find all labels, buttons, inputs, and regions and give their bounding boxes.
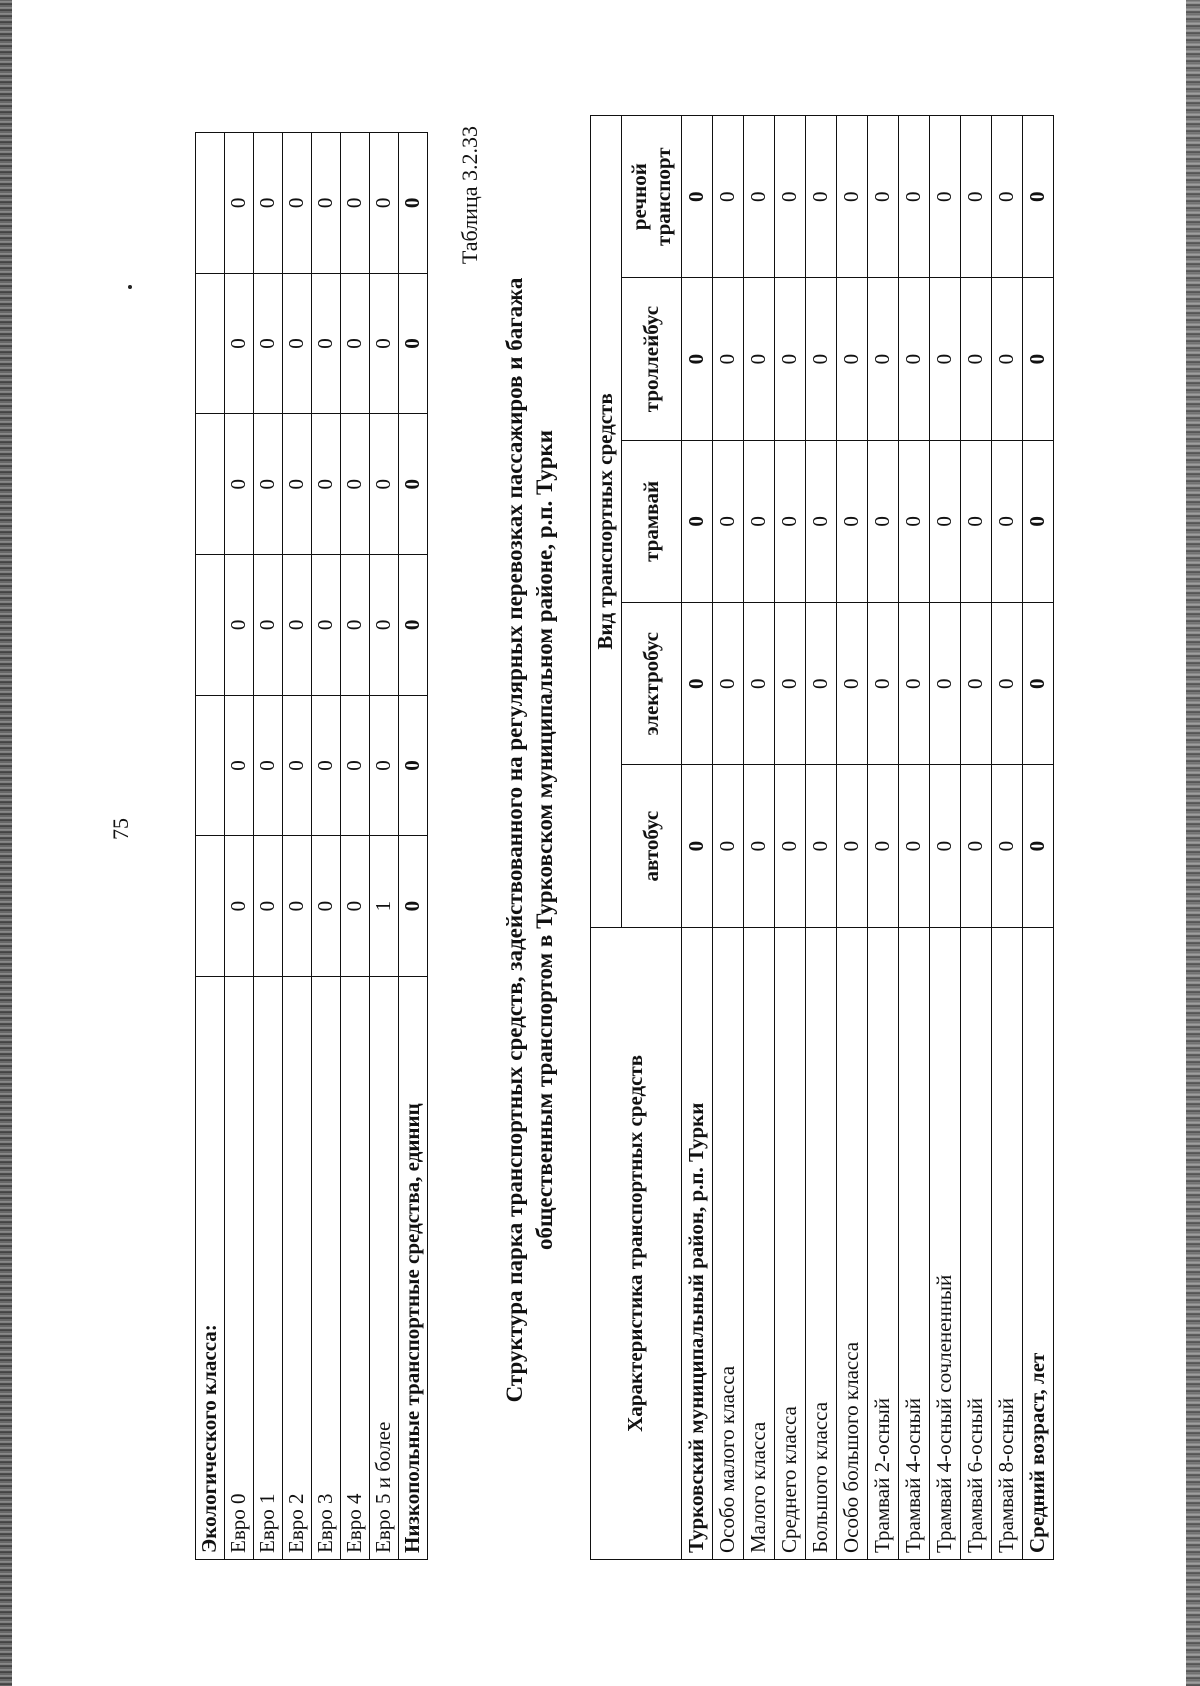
- header-vehicle-type: Вид транспортных средств: [591, 116, 622, 928]
- cell-value: 0: [961, 765, 992, 927]
- column-header: трамвай: [622, 440, 682, 602]
- cell-value: 0: [713, 765, 744, 927]
- cell-value: 0: [341, 695, 370, 836]
- table-row: [992, 116, 1023, 1560]
- cell-value: 0: [713, 116, 744, 278]
- table-row: [225, 133, 254, 1560]
- cell-value: 0: [868, 603, 899, 765]
- cell-value: 0: [225, 133, 254, 274]
- ink-dot: [128, 285, 132, 289]
- cell-value: 0: [283, 133, 312, 274]
- cell-value: 0: [1023, 278, 1054, 440]
- cell-value: 0: [283, 836, 312, 977]
- cell-value: 0: [312, 273, 341, 414]
- cell-value: 0: [930, 440, 961, 602]
- table-row: [312, 133, 341, 1560]
- table-row: [961, 116, 992, 1560]
- cell-value: 0: [806, 603, 837, 765]
- cell-value: 0: [744, 278, 775, 440]
- cell-value: 0: [930, 116, 961, 278]
- scan-edge-right: [1186, 0, 1200, 1686]
- cell-value: 0: [744, 765, 775, 927]
- cell-value: 0: [283, 414, 312, 555]
- cell-value: 0: [682, 440, 713, 602]
- row-label: Евро 0: [225, 977, 254, 1560]
- cell-value: [196, 133, 225, 274]
- emission-class-table: [195, 132, 428, 1560]
- cell-value: 0: [682, 603, 713, 765]
- cell-value: 0: [992, 440, 1023, 602]
- row-label: Евро 2: [283, 977, 312, 1560]
- row-label: Особо большого класса: [837, 927, 868, 1559]
- cell-value: 0: [370, 555, 399, 696]
- cell-value: 0: [868, 278, 899, 440]
- row-label: Большого класса: [806, 927, 837, 1559]
- cell-value: 0: [225, 273, 254, 414]
- cell-value: [196, 695, 225, 836]
- rotated-page-content: [195, 120, 1095, 1560]
- table-row: [806, 116, 837, 1560]
- cell-value: 0: [775, 278, 806, 440]
- cell-value: 0: [868, 765, 899, 927]
- table-row: [930, 116, 961, 1560]
- cell-value: 0: [868, 116, 899, 278]
- table-number: Таблица 3.2.33: [457, 126, 482, 265]
- row-label: Трамвай 4-осный: [899, 927, 930, 1559]
- table-row: [283, 133, 312, 1560]
- cell-value: 0: [899, 278, 930, 440]
- row-label: Евро 1: [254, 977, 283, 1560]
- cell-value: 0: [399, 695, 428, 836]
- header-characteristic: Характеристика транспортных средств: [591, 927, 682, 1559]
- cell-value: 0: [341, 273, 370, 414]
- row-label: Трамвай 8-осный: [992, 927, 1023, 1559]
- cell-value: 0: [341, 555, 370, 696]
- cell-value: 0: [899, 603, 930, 765]
- cell-value: 0: [370, 414, 399, 555]
- cell-value: 0: [254, 555, 283, 696]
- cell-value: 0: [254, 695, 283, 836]
- cell-value: 0: [341, 414, 370, 555]
- cell-value: 0: [312, 555, 341, 696]
- cell-value: 0: [399, 414, 428, 555]
- cell-value: 0: [682, 765, 713, 927]
- row-label: Малого класса: [744, 927, 775, 1559]
- row-label: Евро 3: [312, 977, 341, 1560]
- cell-value: [196, 414, 225, 555]
- cell-value: 0: [775, 116, 806, 278]
- cell-value: 0: [225, 555, 254, 696]
- cell-value: 0: [682, 116, 713, 278]
- cell-value: 0: [868, 440, 899, 602]
- cell-value: 1: [370, 836, 399, 977]
- table-row: [399, 133, 428, 1560]
- cell-value: 0: [682, 278, 713, 440]
- cell-value: 0: [806, 278, 837, 440]
- cell-value: 0: [713, 603, 744, 765]
- table-title-line-2: общественным транспортом в Турковском муниципальном районе, р.п. Турки: [531, 429, 557, 1251]
- table-row: [370, 133, 399, 1560]
- cell-value: [196, 273, 225, 414]
- row-label: Трамвай 2-осный: [868, 927, 899, 1559]
- cell-value: 0: [399, 836, 428, 977]
- cell-value: 0: [899, 440, 930, 602]
- cell-value: 0: [312, 414, 341, 555]
- cell-value: 0: [312, 133, 341, 274]
- cell-value: 0: [254, 273, 283, 414]
- cell-value: 0: [775, 440, 806, 602]
- cell-value: 0: [961, 440, 992, 602]
- cell-value: 0: [899, 116, 930, 278]
- cell-value: 0: [961, 278, 992, 440]
- table-title-line-1: Структура парка транспортных средств, задействованного на регулярных перевозках пассажиров и багажа: [502, 277, 527, 1403]
- cell-value: [196, 836, 225, 977]
- table-row: [341, 133, 370, 1560]
- cell-value: 0: [961, 603, 992, 765]
- fleet-structure-table-header: [591, 116, 682, 1560]
- cell-value: 0: [806, 440, 837, 602]
- cell-value: 0: [713, 278, 744, 440]
- table-row: [868, 116, 899, 1560]
- cell-value: 0: [341, 133, 370, 274]
- cell-value: 0: [370, 133, 399, 274]
- table-row: [682, 116, 713, 1560]
- table-row: [1023, 116, 1054, 1560]
- cell-value: 0: [283, 273, 312, 414]
- cell-value: 0: [254, 836, 283, 977]
- scan-edge-left: [0, 0, 12, 1686]
- table-row: [744, 116, 775, 1560]
- cell-value: 0: [930, 278, 961, 440]
- cell-value: 0: [1023, 765, 1054, 927]
- cell-value: 0: [399, 273, 428, 414]
- cell-value: 0: [312, 695, 341, 836]
- cell-value: 0: [1023, 116, 1054, 278]
- cell-value: 0: [399, 133, 428, 274]
- column-header: автобус: [622, 765, 682, 927]
- row-label: Средний возраст, лет: [1023, 927, 1054, 1559]
- table-row: [254, 133, 283, 1560]
- fleet-structure-table-body: [682, 116, 1054, 1560]
- cell-value: 0: [992, 116, 1023, 278]
- cell-value: 0: [806, 765, 837, 927]
- cell-value: 0: [225, 414, 254, 555]
- table-row: [196, 133, 225, 1560]
- fleet-structure-table: [590, 115, 1054, 1560]
- cell-value: 0: [254, 414, 283, 555]
- table-row: [713, 116, 744, 1560]
- table-title: [500, 120, 560, 1560]
- cell-value: 0: [837, 765, 868, 927]
- cell-value: 0: [961, 116, 992, 278]
- emission-class-table-body: [196, 133, 428, 1560]
- cell-value: 0: [930, 603, 961, 765]
- cell-value: [196, 555, 225, 696]
- column-header: электробус: [622, 603, 682, 765]
- row-label: Евро 5 и более: [370, 977, 399, 1560]
- page-number: 75: [108, 818, 133, 840]
- cell-value: 0: [837, 440, 868, 602]
- row-label: Низкопольные транспортные средства, единиц: [399, 977, 428, 1560]
- cell-value: 0: [370, 273, 399, 414]
- cell-value: 0: [899, 765, 930, 927]
- cell-value: 0: [930, 765, 961, 927]
- column-header: троллейбус: [622, 278, 682, 440]
- cell-value: 0: [992, 603, 1023, 765]
- cell-value: 0: [837, 116, 868, 278]
- cell-value: 0: [399, 555, 428, 696]
- cell-value: 0: [837, 603, 868, 765]
- row-label: Особо малого класса: [713, 927, 744, 1559]
- table-row: [775, 116, 806, 1560]
- cell-value: 0: [283, 555, 312, 696]
- cell-value: 0: [744, 116, 775, 278]
- cell-value: 0: [370, 695, 399, 836]
- cell-value: 0: [806, 116, 837, 278]
- cell-value: 0: [1023, 603, 1054, 765]
- cell-value: 0: [312, 836, 341, 977]
- cell-value: 0: [744, 603, 775, 765]
- cell-value: 0: [341, 836, 370, 977]
- row-label: Евро 4: [341, 977, 370, 1560]
- cell-value: 0: [775, 603, 806, 765]
- cell-value: 0: [225, 695, 254, 836]
- cell-value: 0: [837, 278, 868, 440]
- column-header: речной транспорт: [622, 116, 682, 278]
- cell-value: 0: [713, 440, 744, 602]
- cell-value: 0: [992, 278, 1023, 440]
- cell-value: 0: [225, 836, 254, 977]
- row-label: Среднего класса: [775, 927, 806, 1559]
- row-label: Трамвай 4-осный сочлененный: [930, 927, 961, 1559]
- table-row: [837, 116, 868, 1560]
- header-row-group: [591, 116, 622, 1560]
- row-label: Турковский муниципальный район, р.п. Турки: [682, 927, 713, 1559]
- cell-value: 0: [744, 440, 775, 602]
- cell-value: 0: [775, 765, 806, 927]
- row-label: Трамвай 6-осный: [961, 927, 992, 1559]
- cell-value: 0: [992, 765, 1023, 927]
- cell-value: 0: [254, 133, 283, 274]
- table-row: [899, 116, 930, 1560]
- cell-value: 0: [1023, 440, 1054, 602]
- cell-value: 0: [283, 695, 312, 836]
- row-label: Экологического класса:: [196, 977, 225, 1560]
